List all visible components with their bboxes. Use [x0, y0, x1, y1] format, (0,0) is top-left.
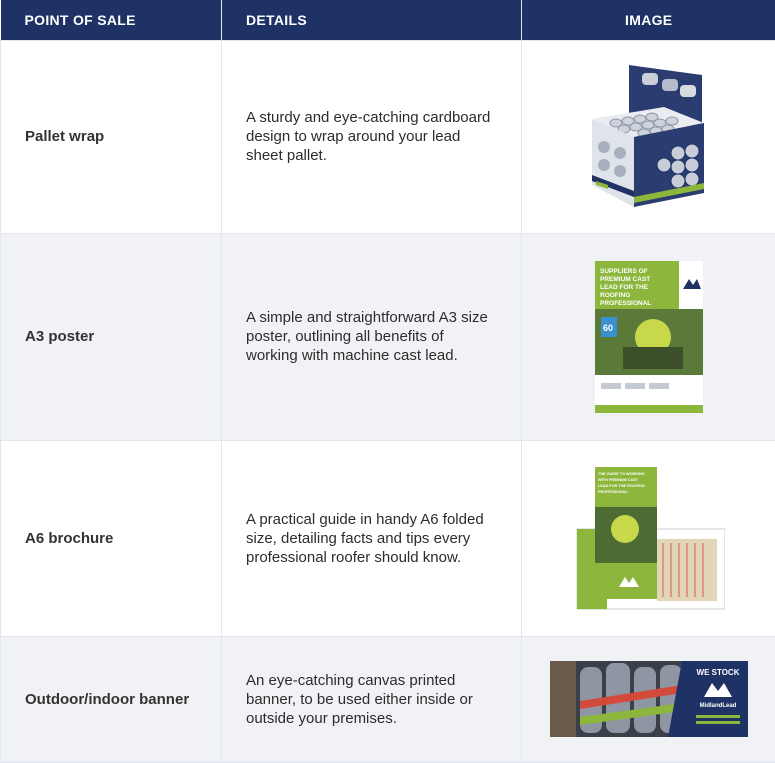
- a3-poster-image: [593, 259, 705, 415]
- svg-text:WITH PREMIUM CAST: WITH PREMIUM CAST: [598, 478, 639, 482]
- table-row: [1, 233, 775, 440]
- poster-badge-text: 60: [603, 323, 613, 333]
- row-name: A3 poster: [1, 233, 222, 440]
- banner-image: [550, 661, 748, 737]
- row-image-cell: [522, 40, 775, 233]
- table-header-row: [1, 0, 775, 40]
- a6-brochure-image: [573, 463, 725, 613]
- row-image-cell: [522, 636, 775, 762]
- row-name: Outdoor/indoor banner: [1, 636, 222, 762]
- header-point-of-sale: POINT OF SALE: [1, 0, 222, 40]
- row-name: Pallet wrap: [1, 40, 222, 233]
- banner-we-stock-text: WE STOCK: [696, 668, 739, 677]
- table-row: [1, 440, 775, 636]
- svg-text:LEAD FOR THE ROOFING: LEAD FOR THE ROOFING: [598, 484, 645, 488]
- row-image-cell: [522, 233, 775, 440]
- svg-text:SUPPLIERS OF: SUPPLIERS OF: [600, 268, 648, 275]
- row-details: A practical guide in handy A6 folded size, detailing facts and tips every professional roofer should know.: [222, 440, 522, 636]
- header-image: IMAGE: [522, 0, 775, 40]
- svg-text:LEAD FOR THE: LEAD FOR THE: [600, 284, 649, 291]
- row-name: A6 brochure: [1, 440, 222, 636]
- table-row: [1, 40, 775, 233]
- row-details: A simple and straightforward A3 size poster, outlining all benefits of working with machine cast lead.: [222, 233, 522, 440]
- svg-text:PROFESSIONAL: PROFESSIONAL: [600, 300, 651, 307]
- svg-text:THE GUIDE TO WORKING: THE GUIDE TO WORKING: [598, 472, 645, 476]
- row-image-cell: [522, 440, 775, 636]
- svg-text:PROFESSIONAL: PROFESSIONAL: [598, 490, 629, 494]
- banner-brand-text: MidlandLead: [699, 703, 736, 709]
- pallet-wrap-display-image: [574, 57, 724, 217]
- row-details: A sturdy and eye-catching cardboard design to wrap around your lead sheet pallet.: [222, 40, 522, 233]
- header-details: DETAILS: [222, 0, 522, 40]
- table-row: [1, 636, 775, 762]
- svg-text:PREMIUM CAST: PREMIUM CAST: [600, 276, 650, 283]
- svg-text:ROOFING: ROOFING: [600, 292, 630, 299]
- row-details: An eye-catching canvas printed banner, to be used either inside or outside your premises.: [222, 636, 522, 762]
